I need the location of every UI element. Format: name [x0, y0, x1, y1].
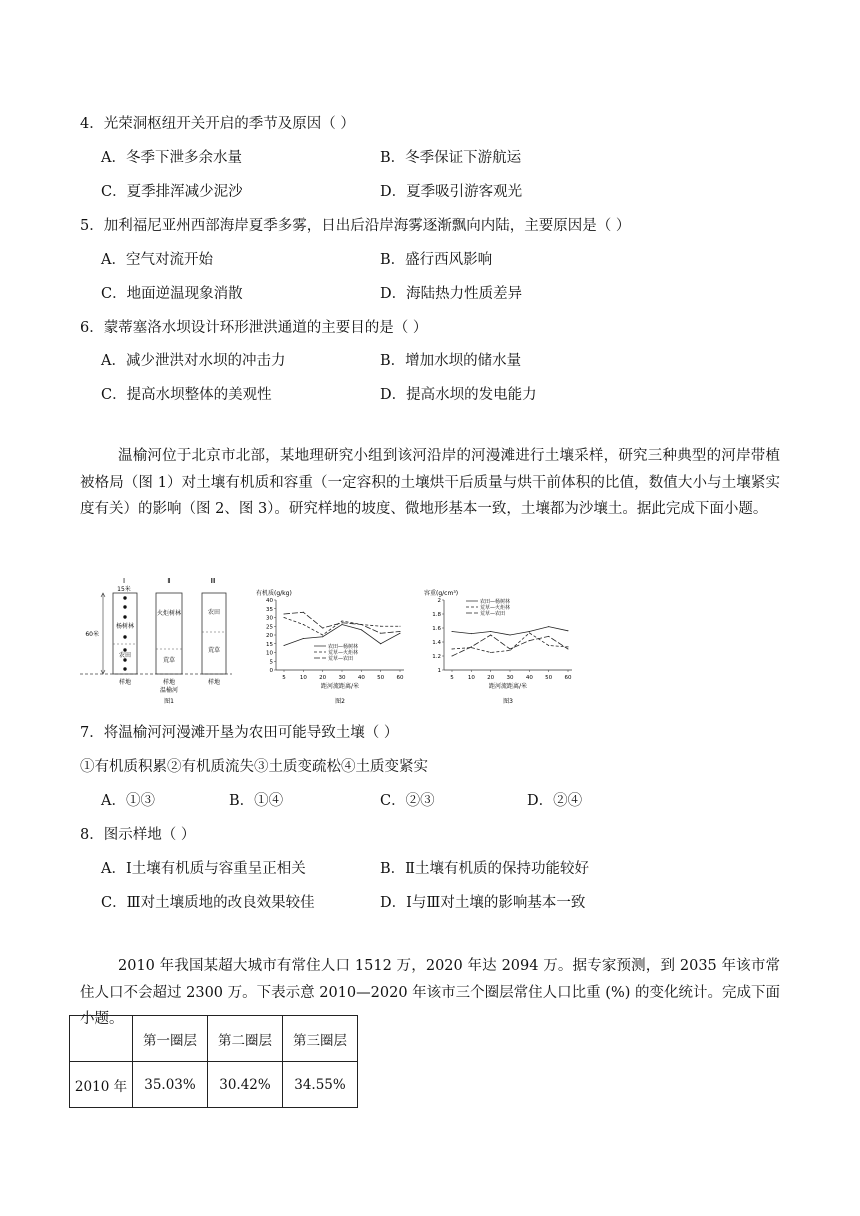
q4-option-d[interactable]: D．夏季吸引游客观光 [380, 184, 523, 200]
data-point [452, 631, 453, 632]
data-point [361, 629, 362, 630]
table-header-cell [70, 1016, 133, 1062]
x-tick-label: 10 [299, 675, 307, 681]
svg-text:火炬树林 [157, 609, 181, 617]
y-axis-label: 容重(g/cm³) [424, 590, 459, 597]
table-header-cell: 第一圈层 [133, 1016, 208, 1062]
y-tick-label: 5 [269, 659, 273, 666]
data-point [529, 631, 530, 632]
y-tick-label: 0 [269, 668, 273, 674]
data-point [529, 640, 530, 641]
q8-stem: 8．图示样地（ ） [80, 827, 196, 843]
legend-label: 荒草—火炬林 [480, 605, 511, 611]
fig1-roman-1: Ⅰ [122, 577, 126, 585]
legend-label: 荒草—火炬林 [328, 650, 359, 656]
data-point [284, 645, 285, 646]
q6-option-c[interactable]: C．提高水坝整体的美观性 [101, 387, 272, 403]
y-tick-label: 20 [266, 633, 273, 639]
q8-option-d[interactable]: D．Ⅰ与Ⅲ对土壤的影响基本一致 [380, 895, 586, 911]
data-point [342, 624, 343, 625]
q5-option-b[interactable]: B．盛行西风影响 [380, 252, 493, 268]
x-tick-label: 50 [545, 675, 553, 681]
legend-label: 农田—杨树林 [480, 599, 511, 605]
fig1-zone-label: 杨树林 [115, 623, 135, 630]
table-row [70, 1062, 358, 1108]
q8-option-c[interactable]: C．Ⅲ对土壤质地的改良效果较佳 [101, 895, 315, 911]
fig1-roman-2: Ⅱ [167, 577, 171, 585]
fig1-caption: 图1 [164, 698, 174, 704]
data-point [548, 626, 549, 627]
fig1-zone-label: 荒草 [162, 657, 176, 664]
x-tick-label: 20 [319, 675, 327, 681]
data-point [490, 635, 491, 636]
table-cell: 30.42% [208, 1062, 283, 1108]
data-point [568, 649, 569, 650]
y-tick-label: 35 [266, 606, 273, 613]
series-line [452, 633, 568, 653]
series-line [284, 618, 400, 636]
data-point [400, 631, 401, 632]
y-tick-label: 40 [266, 598, 273, 604]
y-tick-label: 25 [266, 624, 273, 631]
data-point [452, 656, 453, 657]
chart-caption: 图2 [335, 698, 345, 705]
data-point [303, 612, 304, 613]
data-point [380, 643, 381, 644]
q7-option-b[interactable]: B．①④ [229, 793, 284, 809]
y-tick-label: 1 [437, 668, 441, 674]
fig1-base-label: 样地 [207, 679, 221, 686]
fig1-height-label: 60米 [85, 631, 99, 638]
x-tick-label: 40 [525, 675, 533, 681]
x-tick-label: 60 [396, 675, 404, 681]
y-tick-label: 30 [266, 615, 273, 622]
q7-option-a[interactable]: A．①③ [101, 793, 155, 809]
data-point [400, 633, 401, 634]
chart-caption: 图3 [503, 698, 513, 705]
data-point [284, 617, 285, 618]
y-axis-label: 有机质(g/kg) [256, 590, 292, 597]
data-point [342, 622, 343, 623]
figure-1-sample-plots [80, 574, 240, 704]
x-tick-label: 30 [506, 675, 514, 681]
x-tick-label: 40 [357, 675, 365, 681]
table-header-cell: 第三圈层 [283, 1016, 358, 1062]
y-tick-label: 1.4 [432, 640, 441, 646]
q4-option-b[interactable]: B．冬季保证下游航运 [380, 150, 522, 166]
figure-2-organic-matter-chart [254, 588, 414, 706]
legend-label: 荒草—农田 [480, 611, 506, 617]
y-tick-label: 15 [266, 641, 273, 648]
q4-option-a[interactable]: A．冬季下泄多余水量 [101, 150, 242, 166]
fig1-dist-label: 15米 [117, 586, 131, 593]
fig1-river-label: 温榆河 [159, 687, 179, 694]
x-tick-label: 20 [487, 675, 495, 681]
x-tick-label: 50 [377, 675, 385, 681]
data-point [303, 624, 304, 625]
y-tick-label: 10 [266, 650, 273, 657]
y-tick-label: 1.2 [432, 654, 441, 660]
passage-city-population: 2010 年我国某超大城市有常住人口 1512 万，2020 年达 2094 万。据专家预测，到 2035 年该市常住人口不会超过 2300 万。下表示意 2010—2020 年该市三个圈层常住人口比重 (%) 的变化统计。完成下面小题。 [80, 958, 780, 1027]
y-tick-label: 1.6 [432, 626, 441, 632]
q7-option-c[interactable]: C．②③ [380, 793, 435, 809]
q7-stem: 7．将温榆河河漫滩开垦为农田可能导致土壤（ ） [80, 725, 399, 741]
data-point [380, 633, 381, 634]
y-tick-label: 1.8 [432, 612, 441, 618]
data-point [361, 624, 362, 625]
series-line [284, 625, 400, 646]
data-point [568, 646, 569, 647]
x-axis-label: 距河流距离/米 [488, 683, 528, 690]
q5-option-c[interactable]: C．地面逆温现象消散 [101, 286, 243, 302]
data-point [510, 650, 511, 651]
data-point [510, 649, 511, 650]
data-point [529, 632, 530, 633]
q8-option-a[interactable]: A．Ⅰ土壤有机质与容重呈正相关 [101, 861, 306, 877]
fig1-base-label: 样地 [162, 679, 176, 686]
table-header-cell: 第二圈层 [208, 1016, 283, 1062]
data-point [471, 646, 472, 647]
series-line [452, 627, 568, 635]
fig1-zone-label: 农田 [118, 652, 132, 659]
q6-option-d[interactable]: D．提高水坝的发电能力 [380, 387, 537, 403]
y-tick-label: 2 [437, 598, 441, 604]
data-point [568, 630, 569, 631]
data-point [490, 652, 491, 653]
table-cell: 2010 年 [70, 1062, 133, 1108]
legend-label: 农田—杨树林 [328, 644, 359, 650]
data-point [322, 635, 323, 636]
data-point [548, 636, 549, 637]
data-point [471, 633, 472, 634]
x-tick-label: 60 [564, 675, 572, 681]
x-tick-label: 5 [450, 675, 454, 681]
q7-option-d[interactable]: D．②④ [527, 793, 583, 809]
x-axis-label: 距河流距离/米 [320, 683, 360, 690]
data-point [400, 626, 401, 627]
data-point [452, 649, 453, 650]
table-cell: 35.03% [133, 1062, 208, 1108]
fig1-zone-label: 荒草 [207, 647, 221, 654]
fig1-zone-label: 火炬树林 [156, 610, 182, 617]
data-point [342, 621, 343, 622]
data-point [548, 645, 549, 646]
data-point [322, 628, 323, 629]
q8-option-b[interactable]: B．Ⅱ土壤有机质的保持功能较好 [380, 861, 590, 877]
fig1-roman-3: Ⅲ [210, 577, 216, 585]
q7-statements: ①有机质积累②有机质流失③土质变疏松④土质变紧实 [80, 759, 428, 775]
fig1-base-label: 样地 [118, 679, 132, 686]
x-tick-label: 10 [467, 675, 475, 681]
fig1-zone-label: 农田 [207, 609, 221, 616]
q5-stem: 5．加利福尼亚州西部海岸夏季多雾，日出后沿岸海雾逐渐飘向内陆，主要原因是（ ） [80, 218, 631, 234]
population-share-table [69, 1015, 358, 1108]
data-point [284, 614, 285, 615]
q5-option-a[interactable]: A．空气对流开始 [101, 252, 213, 268]
passage-wenyu-river: 温榆河位于北京市北部，某地理研究小组到该河沿岸的河漫滩进行土壤采样，研究三种典型的河岸带植被格局（图 1）对土壤有机质和容重（一定容积的土壤烘干后质量与烘干前体积的比值，数值大小与土壤紧实度有关）的影响（图 2、图 3）。研究样地的坡度、微地形基本一致，土壤都为沙壤土。据此完成下面小题。 [80, 448, 780, 517]
legend-label: 荒草—农田 [328, 656, 354, 662]
figure-3-bulk-density-chart [422, 588, 582, 706]
data-point [303, 638, 304, 639]
table-header-row [70, 1016, 358, 1062]
data-point [510, 635, 511, 636]
q5-option-d[interactable]: D．海陆热力性质差异 [380, 286, 523, 302]
series-line [452, 635, 568, 656]
data-point [490, 631, 491, 632]
table-cell: 34.55% [283, 1062, 358, 1108]
q4-stem: 4．光荣洞枢纽开关开启的季节及原因（ ） [80, 116, 355, 132]
x-tick-label: 5 [282, 675, 286, 681]
data-point [380, 626, 381, 627]
data-point [322, 636, 323, 637]
q6-option-a[interactable]: A．减少泄洪对水坝的冲击力 [101, 353, 286, 369]
q6-option-b[interactable]: B．增加水坝的储水量 [380, 353, 522, 369]
q4-option-c[interactable]: C．夏季排浑减少泥沙 [101, 184, 243, 200]
q6-stem: 6．蒙蒂塞洛水坝设计环形泄洪通道的主要目的是（ ） [80, 320, 428, 336]
x-tick-label: 30 [338, 675, 346, 681]
